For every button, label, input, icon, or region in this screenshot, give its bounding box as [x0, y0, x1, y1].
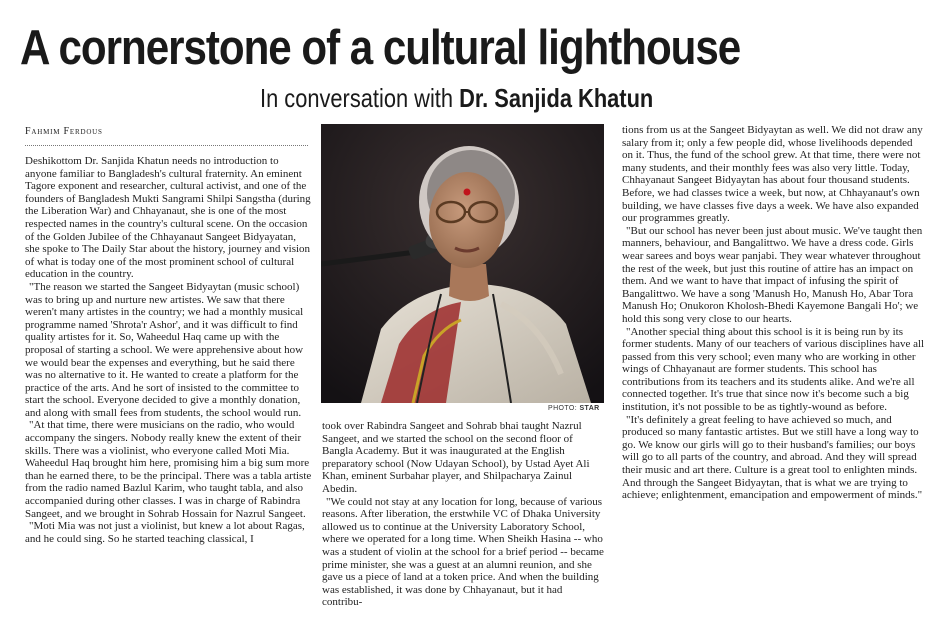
- paragraph: "It's definitely a great feeling to have achieved so much, and produced so many fantastic artistes. But we still have a long way to go. We know our girls will go to their husband's families; our boys will go to all parts of the country, and abroad. And they will spread their music and art there. Culture is a great tool to enlighten minds. And through the Sangeet Bidyaytan, that is what we are trying to achieve; enlightenment, emancipation and empowerment of minds.": [622, 413, 923, 502]
- paragraph: "But our school has never been just about music. We've taught then manners, behaviour, and Bangalittwo. We have a dress code. Girls wear sarees and boys wear panjabi. They wear whatever throughout the rest of the week, but just this routine of attire has an impact on them. And we want to have that impact of infusing the spirit of Bangalittwo. We have a song 'Manush Ho, Manush Ho, Abar Tora Manush Ho; Onukoron Kholosh-Bhedi Kayemone Bangali Ho'; we hold this song very close to our hearts.: [622, 224, 923, 325]
- article-column-3: [622, 124, 925, 502]
- paragraph: "At that time, there were musicians on the radio, who would accompany the singers. Nobody really knew the extent of their skills. There was a violinist, who everyone called Moti Mia. Waheedul Haq brought him here, promising him a big sum more than he earned there, to be the principal. There was a tabla artiste from the radio named Bazlul Karim, who taught tabla, and also accompanied during other classes. I was in charge of Rabindra Sangeet, and we brought in Sohrab Hossain for Nazrul Sangeet.: [25, 419, 312, 520]
- article-subheadline: [260, 82, 653, 114]
- paragraph: "Another special thing about this school is it is being run by its former students. Many of our teachers of various disciplines have all passed from this very school; even many who are working in other wings of Chhayanaut are former students. This school has contributions from its teachers and its students alike. And we're all connected together. It's true that since now it's become such a big institution, it's not possible to be as tightly-wound as before.: [622, 325, 925, 414]
- credit-source: STAR: [579, 405, 600, 412]
- byline-divider: [25, 145, 308, 146]
- paragraph: Deshikottom Dr. Sanjida Khatun needs no introduction to anyone familiar to Bangladesh's cultural fraternity. An eminent Tagore exponent and researcher, cultural activist, and one of the founders of Bangladesh Mukti Sangrami Shilpi Sangstha (during the Liberation War) and Chhayanaut, she is one of the most respected names in the country's cultural scene. On the occasion of the Golden Jubilee of the Chhayanaut Sangeet Bidyayatan, she spoke to The Daily Star about the history, journey and vision of what is today one of the most prominent school of cultural education in the country.: [25, 155, 311, 281]
- subheadline-prefix: In conversation with: [260, 83, 454, 113]
- paragraph: tions from us at the Sangeet Bidyaytan as well. We did not draw any salary from it; only a few people did, whose livelihoods depended on it. Thus, the fund of the school grew. At that time, there were not many students, and their monthly fees was also very little. Today, Chhayanaut Sangeet Bidyaytan has about four thousand students. Before, we had classes twice a week, but now, at Chhayanaut's own building, we have classes five days a week. We have also expanded our programmes greatly.: [622, 124, 923, 225]
- paragraph: "The reason we started the Sangeet Bidyaytan (music school) was to bring up and nurture new artistes. We saw that there weren't many artistes in the country; we had a monthly musical programme named 'Shrota'r Ashor', and it was difficult to find quality artistes for it. So, Waheedul Haq came up with the proposal of starting a school. We were apprehensive about how we would bear the expenses and everything, but he said there was no alternative to it. He wanted to create a platform for the practice of the arts. And he sort of insisted to the committee to start the school. Everyone decided to give a monthly donation, and along with small fees from students, the school would run.: [25, 280, 304, 419]
- paragraph: took over Rabindra Sangeet and Sohrab bhai taught Nazrul Sangeet, and we started the school on the second floor of Bangla Academy. But it was inaugurated at the English preparatory school (Now Udayan School), by Ustad Ayet Ali Khan, eminent Surbahar player, and Shilpacharya Zainul Abedin.: [322, 420, 590, 495]
- portrait-illustration: [321, 124, 604, 403]
- interviewee-name: Dr. Sanjida Khatun: [459, 83, 654, 113]
- photo-credit: [548, 405, 600, 412]
- article-column-1: [25, 155, 313, 545]
- article-headline: A cornerstone of a cultural lighthouse: [20, 21, 741, 75]
- paragraph: "Moti Mia was not just a violinist, but knew a lot about Ragas, and he could sing. So he started teaching classical, I: [25, 520, 305, 545]
- credit-label: PHOTO:: [548, 405, 578, 412]
- paragraph: "We could not stay at any location for long, because of various reasons. After liberation, the erstwhile VC of Dhaka University allowed us to continue at the University Laboratory School, where we operated for a long time. When Sheikh Hasina -- who was a student of violin at the school for a brief period -- became prime minister, she was a guest at an alumni reunion, and she gave us a piece of land at a token price. And when the building was established, it was done by Chhayanaut, but it had contribu-: [322, 495, 604, 609]
- author-byline: Fahmim Ferdous: [25, 126, 103, 137]
- interviewee-photo: [321, 124, 604, 403]
- article-column-2: [322, 420, 605, 609]
